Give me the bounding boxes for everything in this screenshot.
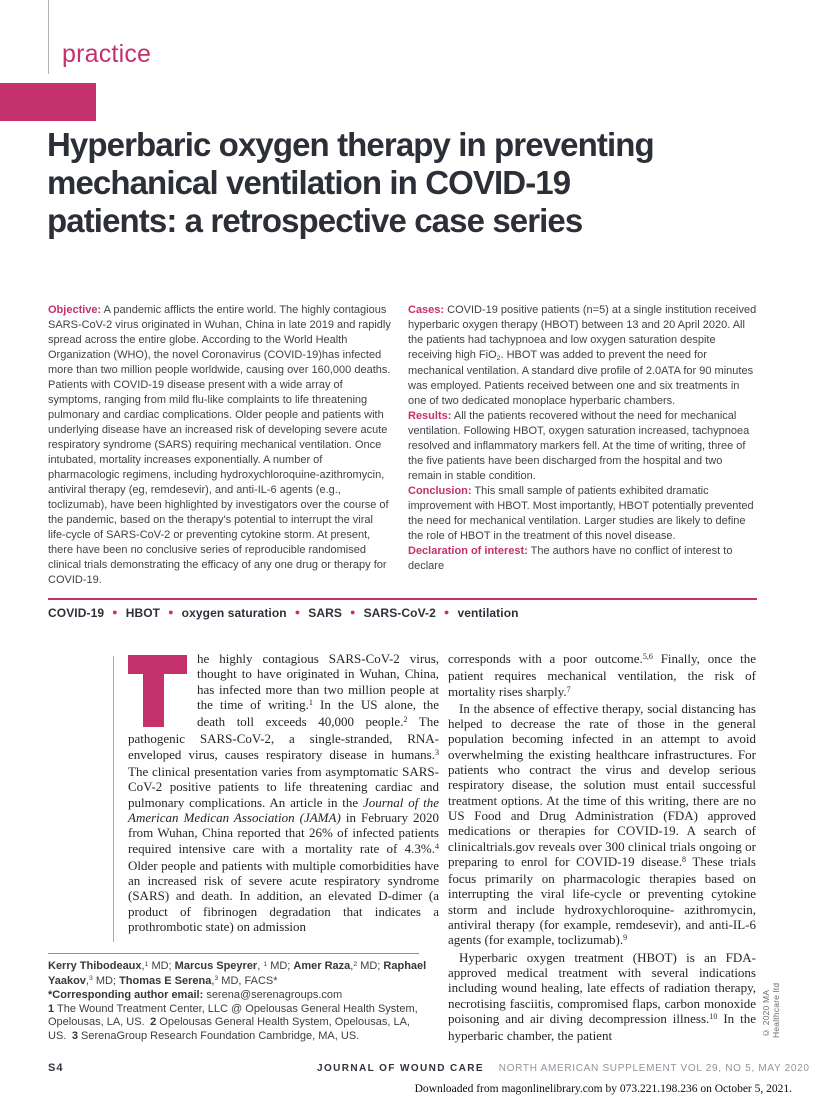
keyword: oxygen saturation xyxy=(181,606,287,620)
abstract-left-column xyxy=(48,303,393,588)
body-column-rule xyxy=(113,656,114,942)
article-title-line-2: mechanical ventilation in COVID-19 xyxy=(47,164,571,201)
side-copyright: © 2020 MA Healthcare ltd xyxy=(761,982,781,1038)
keyword-separator-dot: ● xyxy=(350,607,356,617)
abstract-conclusion-paragraph: Conclusion: This small sample of patients exhibited dramatic improvement with HBOT. Most importantly, HBOT potentially prevented the need for mechanical ventilation. Larger studies are likely to define the role of HBOT in the treatment of this novel disease. xyxy=(408,485,754,542)
body-right-column xyxy=(448,651,756,1043)
abstract-declaration-paragraph: Declaration of interest: The authors have no conflict of interest to declare xyxy=(408,545,733,572)
keyword: COVID-19 xyxy=(48,606,105,620)
abstract xyxy=(48,303,757,588)
footer-journal-name: JOURNAL OF WOUND CARE xyxy=(317,1063,484,1074)
keyword-separator-dot: ● xyxy=(294,607,301,617)
abstract-cases-paragraph: Cases: COVID-19 positive patients (n=5) at a single institution received hyperbaric oxygen therapy (HBOT) between 13 and 20 April 2020. All the patients had tachypnoea and low oxygen saturation despite receiving high FiO$_2$. HBOT was added to prevent the need for mechanical ventilation. A standard dive profile of 2.0ATA for 90 minutes was employed. Patients received between one and six treatments in one of two dedicated monoplace hyperbaric chambers. xyxy=(408,304,757,407)
abstract-results-paragraph: Results: All the patients recovered without the need for mechanical ventilation. Following HBOT, oxygen saturation increased, tachypnoea resolved and inflammatory markers fell. At the time of writing, three of the five patients have been discharged from the hospital and two remain in stable condition. xyxy=(408,410,750,482)
section-kicker: practice xyxy=(62,40,152,68)
keyword: SARS xyxy=(308,606,343,620)
keywords-list xyxy=(48,606,757,620)
abstract-right-column xyxy=(408,303,757,588)
body-left-column xyxy=(128,651,439,934)
dropcap-letter-T xyxy=(128,655,187,727)
author-email-link[interactable]: serena@serenagroups.com xyxy=(206,989,343,1001)
keyword: HBOT xyxy=(125,606,161,620)
body-paragraph-therapy: In the absence of effective therapy, social distancing has helped to decrease the rate of those in the general population becoming infected in an attempt to avoid overwhelming the existing healthcare infrastructures. For patients who contract the virus and develop serious respiratory disease, the solution must entail successful treatment options. At the time of this writing, there are no US Food and Drug Administration (FDA) approved medications or therapies for COVID-19. A search of clinicaltrials.gov reveals over 300 clinical trials ongoing or preparing to enrol for COVID-19 disease.$^8$ These trials focus primarily on pharmacologic therapies based on interrupting the viral life-cycle or preventing cytokine storm and include hydroxychloroquine- azithromycin, antiviral therapy (for example, remdesevir), and anti-IL-6 agents (for example, toclizumab).$^9$ xyxy=(448,700,756,948)
keyword: ventilation xyxy=(457,606,519,620)
affiliations: 1 The Wound Treatment Center, LLC @ Opelousas General Health System, Opelousas, LA, US. 2 Opelousas General Health System, Opelousas, LA, US. 3 SerenaGroup Research Foundation Cambridge, MA, US. xyxy=(48,1002,418,1042)
article-title-line-3: patients: a retrospective case series xyxy=(47,202,583,239)
keyword-separator-dot: ● xyxy=(112,607,118,617)
kicker-vertical-rule xyxy=(48,0,49,74)
keyword: SARS-CoV-2 xyxy=(363,606,436,620)
keywords-top-rule xyxy=(48,598,757,600)
author-block xyxy=(48,960,430,1043)
body-paragraph-intro: he highly contagious SARS-CoV-2 virus, thought to have originated in Wuhan, China, has infected more than two million people at the time of writing.$^1$ In the US alone, the death toll exceeds 40,000 people.$^2$ The pathogenic SARS-CoV-2, a single-stranded, RNA-enveloped virus, causes respiratory disease in humans.$^3$ The clinical presentation varies from asymptomatic SARS-CoV-2 positive patients to life threatening cardiac and pulmonary complications. An article in the Journal of the American Medican Association (JAMA) in February 2020 from Wuhan, China reported that 26% of infected patients required intensive care with a mortality rate of 4.3%.$^4$ Older people and patients with multiple comorbidities have an increased risk of severe acute respiratory syndrome (SARS) and death. In addition, an elevated D-dimer (a product of fibrinogen degradation that indicates a prothrombotic state) on admission xyxy=(128,651,440,935)
keyword-separator-dot: ● xyxy=(168,607,174,617)
author-names: Kerry Thibodeaux,$^1$ MD; Marcus Speyrer, $^1$ MD; Amer Raza,$^2$ MD; Raphael Yaakov,$^3$ MD; Thomas E Serena,$^3$ MD, FACS* xyxy=(48,960,427,987)
download-notice: Downloaded from magonlinelibrary.com by 073.221.198.236 on October 5, 2021. xyxy=(414,1083,792,1095)
body-paragraph-hbot: Hyperbaric oxygen treatment (HBOT) is an FDA-approved medical treatment with several indications including wound healing, late effects of radiation therapy, necrotising fasciitis, compromised flaps, carbon monoxide poisoning and air diving decompression illness.$^{10}$ In the hyperbaric chamber, the patient xyxy=(448,949,756,1044)
footer-issue-info: NORTH AMERICAN SUPPLEMENT VOL 29, NO 5, MAY 2020 xyxy=(498,1063,810,1074)
article-title xyxy=(47,126,654,240)
abstract-objective-paragraph: Objective: A pandemic afflicts the entire world. The highly contagious SARS-CoV-2 virus originated in Wuhan, China in late 2019 and rapidly spread across the entire globe. According to the World Health Organization (WHO), the novel Coronavirus (COVID-19)has infected more than two million people worldwide, causing over 160,000 deaths. Patients with COVID-19 disease present with a wide array of symptoms, ranging from mild flu-like complaints to life threatening pulmonary and cardiac complications. Older people and patients with underlying disease have an increased risk of developing severe acute respiratory syndrome (SARS) requiring mechanical ventilation. Once intubated, mortality increases exponentially. A number of pharmacologic regimens, including hydroxychloroquine-azithromycin, antiviral therapy (eg, remdesevir), and anti-IL-6 agents (e.g., toclizumab), have been highlighted by investigators over the course of the pandemic, based on the therapy's potential to interrupt the viral life-cycle of SARS-CoV-2 or preventing cytokine storm. At present, there have been no conclusive series of reproducible randomised clinical trials demonstrating the efficacy of any one drug or therapy for COVID-19. xyxy=(48,304,391,586)
article-title-line-1: Hyperbaric oxygen therapy in preventing xyxy=(47,126,654,163)
footer-page-number: S4 xyxy=(48,1062,64,1074)
footer-journal-line xyxy=(317,1063,810,1074)
keyword-separator-dot: ● xyxy=(443,607,450,617)
author-divider-rule xyxy=(48,953,419,954)
body-paragraph-continued: corresponds with a poor outcome.$^{5,6}$ Finally, once the patient requires mechanical ventilation, the risk of mortality rises sharply.$^7$ xyxy=(448,651,756,699)
brand-color-block xyxy=(0,83,96,121)
corresponding-author-line: *Corresponding author email: serena@serenagroups.com xyxy=(48,989,343,1001)
